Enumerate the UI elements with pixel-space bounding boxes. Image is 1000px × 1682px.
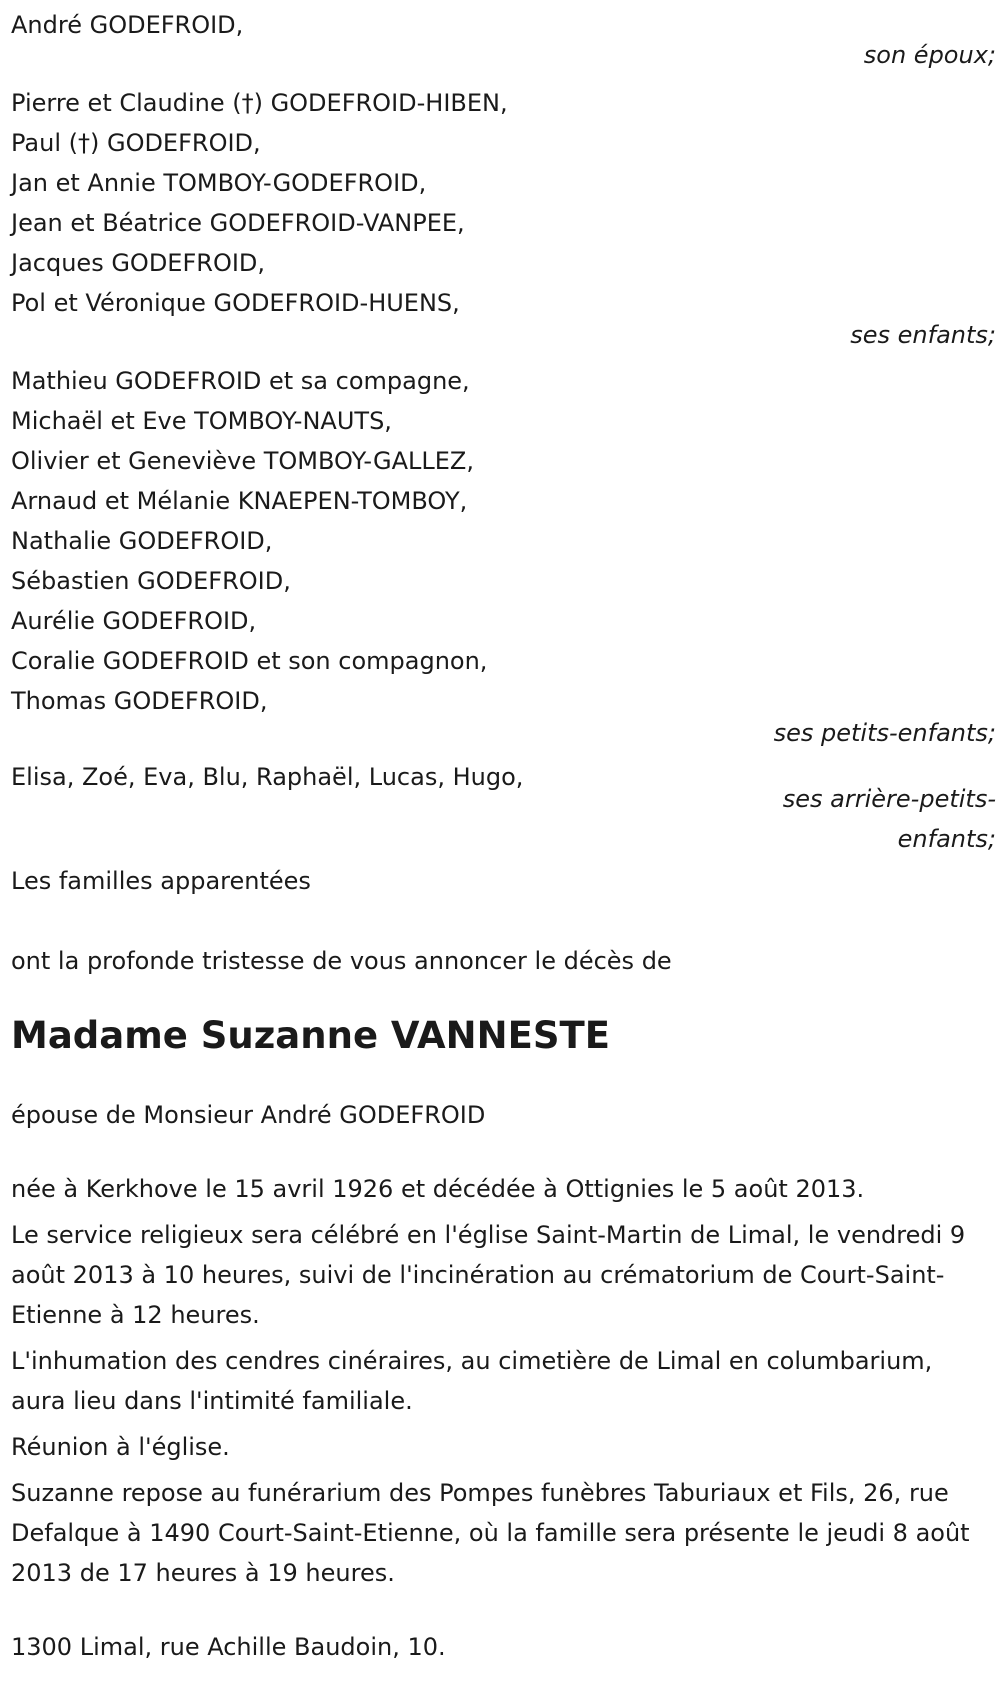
grandchildren-role: ses petits-enfants; bbox=[773, 719, 996, 747]
spouse-name: André GODEFROID, bbox=[11, 11, 244, 39]
great-grandchildren-names: Elisa, Zoé, Eva, Blu, Raphaël, Lucas, Hugo, bbox=[11, 763, 524, 791]
grandchild-name: Sébastien GODEFROID, bbox=[11, 567, 291, 595]
grandchild-name: Mathieu GODEFROID et sa compagne, bbox=[11, 367, 470, 395]
child-name: Pierre et Claudine (†) GODEFROID-HIBEN, bbox=[11, 89, 508, 117]
grandchild-name: Michaël et Eve TOMBOY-NAUTS, bbox=[11, 407, 392, 435]
service-paragraph: Le service religieux sera célébré en l'église Saint-Martin de Limal, le vendredi 9 août 2013 à 10 heures, suivi de l'incinération au crématorium de Court-Saint-Etienne à 12 heures. bbox=[11, 1221, 966, 1329]
children-group bbox=[11, 83, 996, 355]
grandchild-name: Arnaud et Mélanie KNAEPEN-TOMBOY, bbox=[11, 487, 468, 515]
child-name: Jean et Béatrice GODEFROID-VANPEE, bbox=[11, 209, 465, 237]
grandchild-name: Aurélie GODEFROID, bbox=[11, 607, 257, 635]
spouse-role: son époux; bbox=[863, 41, 996, 69]
great-grandchildren-role-line1: ses arrière-petits- bbox=[782, 785, 996, 813]
announcement-line: ont la profonde tristesse de vous annoncer le décès de bbox=[11, 947, 672, 975]
burial-paragraph: L'inhumation des cendres cinéraires, au cimetière de Limal en columbarium, aura lieu dans l'intimité familiale. bbox=[11, 1347, 933, 1415]
grandchild-name: Nathalie GODEFROID, bbox=[11, 527, 273, 555]
birth-death-paragraph: née à Kerkhove le 15 avril 1926 et décédée à Ottignies le 5 août 2013. bbox=[11, 1175, 865, 1203]
grandchild-name: Olivier et Geneviève TOMBOY-GALLEZ, bbox=[11, 447, 474, 475]
children-role: ses enfants; bbox=[850, 321, 996, 349]
funerarium-paragraph: Suzanne repose au funérarium des Pompes funèbres Taburiaux et Fils, 26, rue Defalque à 1490 Court-Saint-Etienne, où la famille sera présente le jeudi 8 août 2013 de 17 heures à 19 heures. bbox=[11, 1479, 970, 1587]
child-name: Jacques GODEFROID, bbox=[11, 249, 266, 277]
spouse-group bbox=[11, 5, 996, 75]
obituary-page bbox=[0, 5, 1000, 1682]
grandchild-name: Coralie GODEFROID et son compagnon, bbox=[11, 647, 488, 675]
address-line: 1300 Limal, rue Achille Baudoin, 10. bbox=[11, 1633, 446, 1661]
great-grandchildren-role-line2: enfants; bbox=[897, 825, 996, 853]
child-name: Jan et Annie TOMBOY-GODEFROID, bbox=[11, 169, 427, 197]
grandchildren-group bbox=[11, 361, 996, 753]
reunion-paragraph: Réunion à l'église. bbox=[11, 1433, 230, 1461]
spouse-of-line: épouse de Monsieur André GODEFROID bbox=[11, 1101, 486, 1129]
child-name: Pol et Véronique GODEFROID-HUENS, bbox=[11, 289, 460, 317]
deceased-name: Madame Suzanne VANNESTE bbox=[11, 1014, 611, 1057]
child-name: Paul (†) GODEFROID, bbox=[11, 129, 261, 157]
great-grandchildren-group bbox=[11, 757, 996, 859]
grandchild-name: Thomas GODEFROID, bbox=[11, 687, 268, 715]
families-line: Les familles apparentées bbox=[11, 867, 311, 895]
